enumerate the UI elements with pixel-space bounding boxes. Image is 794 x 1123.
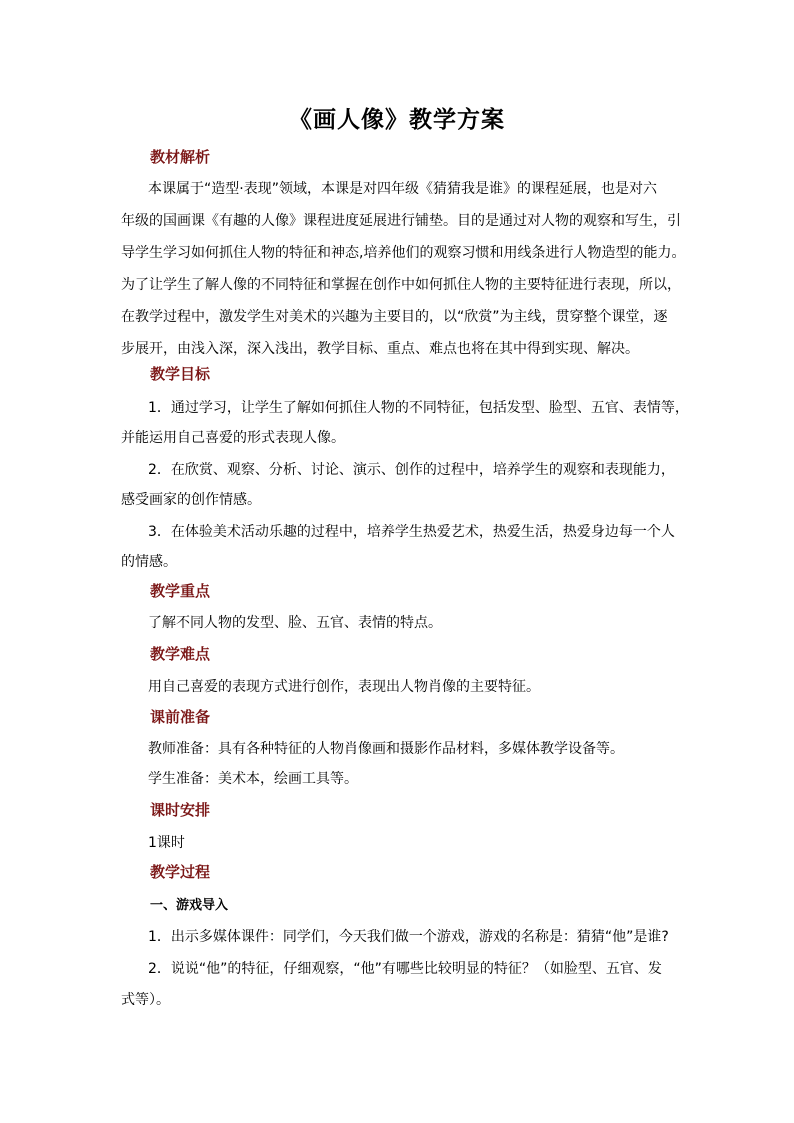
goals-line-1: 1．通过学习，让学生了解如何抓住人物的不同特征，包括发型、脸型、五官、表情等，: [148, 400, 689, 416]
goals-line-4: 感受画家的创作情感。: [121, 492, 261, 508]
analysis-line-6: 步展开，由浅入深，深入浅出，教学目标、重点、难点也将在其中得到实现、解决。: [121, 341, 639, 357]
prep-line-2: 学生准备：美术本，绘画工具等。: [148, 771, 358, 787]
focus-line-1: 了解不同人物的发型、脸、五官、表情的特点。: [148, 615, 442, 631]
goals-line-3: 2．在欣赏、观察、分析、讨论、演示、创作的过程中，培养学生的观察和表现能力，: [148, 462, 675, 478]
analysis-line-2: 年级的国画课《有趣的人像》课程进度延展进行铺垫。目的是通过对人物的观察和写生，引: [121, 213, 681, 229]
heading-goals: 教学目标: [150, 365, 211, 383]
heading-process: 教学过程: [150, 863, 211, 881]
goals-line-5: 3．在体验美术活动乐趣的过程中，培养学生热爱艺术，热爱生活，热爱身边每一个人: [148, 524, 675, 540]
analysis-line-1: 本课属于“造型·表现”领域，本课是对四年级《猜猜我是谁》的课程延展，也是对六: [148, 181, 657, 197]
difficulty-line-1: 用自己喜爱的表现方式进行创作，表现出人物肖像的主要特征。: [148, 679, 540, 695]
page-title: 《画人像》教学方案: [289, 106, 505, 133]
heading-schedule: 课时安排: [150, 801, 211, 819]
analysis-line-4: 为了让学生了解人像的不同特征和掌握在创作中如何抓住人物的主要特征进行表现，所以，: [121, 277, 681, 293]
heading-focus: 教学重点: [150, 582, 211, 600]
prep-line-1: 教师准备：具有各种特征的人物肖像画和摄影作品材料，多媒体教学设备等。: [148, 741, 624, 757]
schedule-line-1: 1课时: [148, 835, 185, 851]
process-line-2: 2．说说“他”的特征，仔细观察，“他”有哪些比较明显的特征？（如脸型、五官、发: [148, 961, 662, 977]
analysis-line-5: 在教学过程中，激发学生对美术的兴趣为主要目的，以“欣赏”为主线，贯穿整个课堂，逐: [121, 309, 668, 325]
goals-line-2: 并能运用自己喜爱的形式表现人像。: [121, 430, 345, 446]
heading-analysis: 教材解析: [150, 148, 211, 166]
analysis-line-3: 导学生学习如何抓住人物的特征和神态,培养他们的观察习惯和用线条进行人物造型的能力。: [121, 245, 686, 261]
heading-difficulty: 教学难点: [150, 645, 211, 663]
process-line-3: 式等）。: [121, 992, 170, 1008]
subheading-game-intro: 一、游戏导入: [150, 898, 229, 913]
process-line-1: 1．出示多媒体课件：同学们，今天我们做一个游戏，游戏的名称是：猜猜“他”是谁?: [148, 929, 669, 945]
goals-line-6: 的情感。: [121, 554, 177, 570]
heading-prep: 课前准备: [150, 708, 211, 726]
